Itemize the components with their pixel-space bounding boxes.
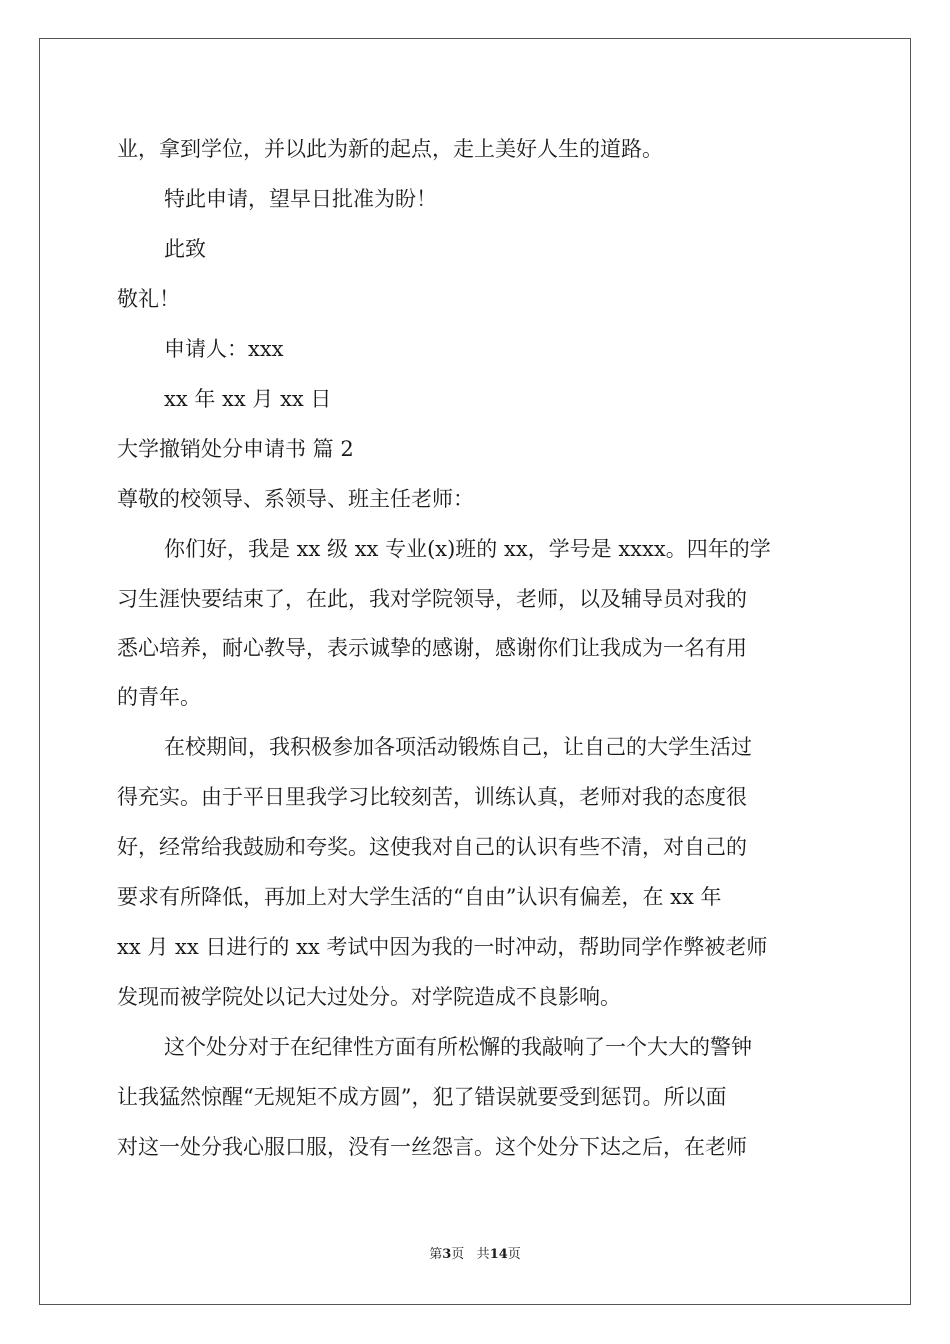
total-suffix: 页 — [507, 1247, 521, 1262]
paragraph-line: 你们好，我是 xx 级 xx 专业(x)班的 xx，学号是 xxxx。四年的学 — [164, 537, 771, 561]
paragraph-line: 在校期间，我积极参加各项活动锻炼自己，让自己的大学生活过 — [164, 735, 752, 759]
page-prefix: 第 — [429, 1247, 443, 1262]
letter-salutation: 尊敬的校领导、系领导、班主任老师： — [117, 487, 474, 511]
paragraph-line: 业，拿到学位，并以此为新的起点，走上美好人生的道路。 — [117, 137, 663, 161]
closing-regards: 敬礼！ — [117, 287, 180, 311]
paragraph-line: 让我猛然惊醒“无规矩不成方圆”，犯了错误就要受到惩罚。所以面 — [117, 1085, 727, 1109]
section-heading: 大学撤销处分申请书 篇 2 — [117, 437, 354, 461]
page-suffix: 页 — [451, 1247, 465, 1262]
page-border — [39, 38, 911, 1305]
applicant-signature: 申请人：xxx — [164, 337, 284, 361]
page-footer — [0, 1246, 950, 1264]
paragraph-line: 的青年。 — [117, 685, 201, 709]
paragraph-line: 发现而被学院处以记大过处分。对学院造成不良影响。 — [117, 985, 621, 1009]
paragraph-line: 得充实。由于平日里我学习比较刻苦，训练认真，老师对我的态度很 — [117, 785, 747, 809]
paragraph-line: 好，经常给我鼓励和夸奖。这使我对自己的认识有些不清，对自己的 — [117, 835, 747, 859]
paragraph-line: 要求有所降低，再加上对大学生活的“自由”认识有偏差，在 xx 年 — [117, 885, 722, 909]
paragraph-line: 习生涯快要结束了，在此，我对学院领导，老师，以及辅导员对我的 — [117, 587, 747, 611]
total-prefix: 共 — [476, 1247, 490, 1262]
paragraph-line: 对这一处分我心服口服，没有一丝怨言。这个处分下达之后，在老师 — [117, 1135, 747, 1159]
signature-date: xx 年 xx 月 xx 日 — [164, 387, 332, 411]
paragraph-line: 悉心培养，耐心教导，表示诚挚的感谢，感谢你们让我成为一名有用 — [117, 636, 747, 660]
paragraph-line: 特此申请，望早日批准为盼！ — [164, 187, 437, 211]
page-number: 3 — [442, 1247, 452, 1262]
paragraph-line: 这个处分对于在纪律性方面有所松懈的我敲响了一个大大的警钟 — [164, 1035, 752, 1059]
paragraph-line: xx 月 xx 日进行的 xx 考试中因为我的一时冲动，帮助同学作弊被老师 — [117, 935, 768, 959]
closing-salutation: 此致 — [164, 237, 206, 261]
total-pages: 14 — [489, 1247, 508, 1262]
